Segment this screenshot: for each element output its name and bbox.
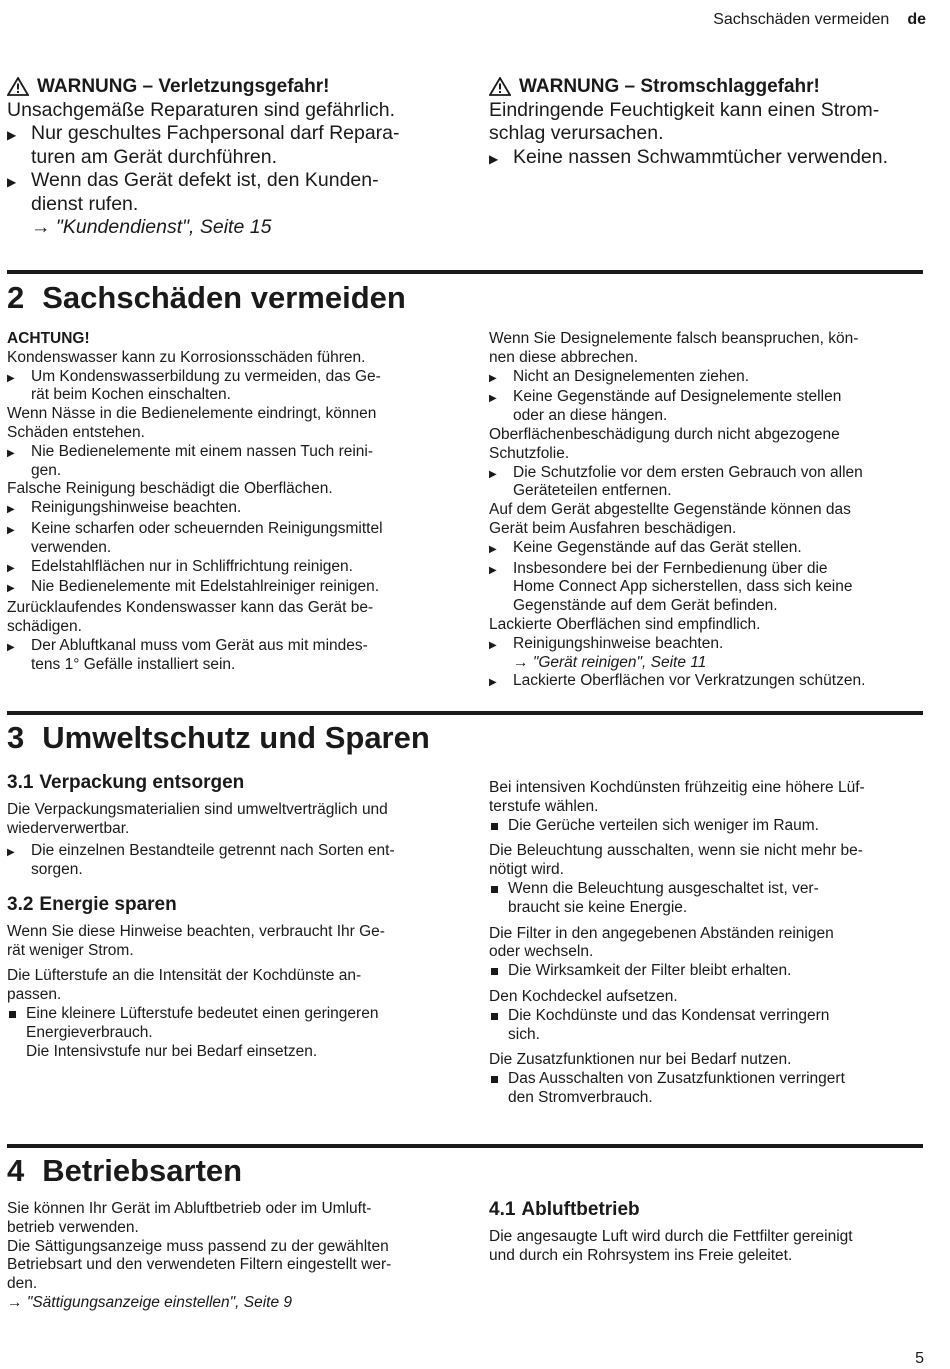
list-item: ▶ Die einzelnen Bestandteile getrennt nach Sorten ent- sorgen. [7,842,395,879]
list-item: ▶ Um Kondenswasserbildung zu vermeiden, das Ge- rät beim Kochen einschalten. [7,367,381,404]
list-item: ▶ Keine Gegenstände auf das Gerät stellen. [489,539,929,560]
list-item: ▶ Lackierte Oberflächen vor Verkratzungen schützen. [489,672,929,693]
section-2-right: Wenn Sie Designelemente falsch beanspruchen, kön- nen diese abbrechen. ▶ Nicht an Designelementen ziehen. ▶ Keine Gegenstände auf Designelemente stellen oder an diese hängen. Oberflächenbeschädigung durch nicht abgezogene Schutzfolie. ▶ Die Schutzfolie vor dem ersten Gebrauch von allen Geräteteilen entfernen. Auf dem Gerät abgestellte Gegenstände können das Gerät beim Ausfahren beschädigen. ▶ Keine Gegenstände auf das Gerät stellen. ▶ Insbesondere bei der Fernbedienung über die Home Connect App sicherstellen, dass sich keine Gegenstände auf dem Gerät befinden. Lackierte Oberflächen sind empfindlich. ▶ Reinigungshinweise beachten. → "Gerät reinigen", Seite 11 ▶ Lackierte Oberflächen vor Verkratzungen schützen. [489,330,929,693]
page-number: 5 [915,1350,924,1367]
warning-injury [7,75,437,240]
section-heading: 4 Betriebsarten [7,1153,243,1188]
section-3-right: Bei intensiven Kochdünsten frühzeitig eine höhere Lüf- terstufe wählen. Die Gerüche verteilen sich weniger im Raum. Die Beleuchtung ausschalten, wenn sie nicht mehr be- nötigt wird. Wenn die Beleuchtung ausgeschaltet ist, ver- braucht sie keine Energie. Die Filter in den angegebenen Abständen reinigen oder wechseln. Die Wirksamkeit der Filter bleibt erhalten. Den Kochdeckel aufsetzen. Die Kochdünste und das Kondensat verringern sich. Die Zusatzfunktionen nur bei Bedarf nutzen. Das Ausschalten von Zusatzfunktionen verringert den Stromverbrauch. [489,779,929,1108]
warning-shock [489,75,929,171]
cross-reference-link[interactable]: → "Kundendienst", Seite 15 [31,216,272,238]
triangle-bullet-icon: ▶ [7,583,15,595]
list-item: Wenn die Beleuchtung ausgeschaltet ist, ver- braucht sie keine Energie. [489,880,929,918]
triangle-bullet-icon: ▶ [7,504,15,516]
running-header-title: Sachschäden vermeiden [713,11,890,28]
triangle-bullet-icon: ▶ [7,175,17,189]
arrow-right-icon: → [31,216,51,238]
square-bullet-icon [491,823,498,830]
warning-shock-title: WARNUNG – Stromschlaggefahr! [489,75,929,99]
triangle-bullet-icon: ▶ [489,564,497,576]
cross-reference-link[interactable]: → "Gerät reinigen", Seite 11 [513,653,707,671]
list-item: Eine kleinere Lüfterstufe bedeutet einen geringeren Energieverbrauch. Die Intensivstufe nur bei Bedarf einsetzen. [7,1005,437,1061]
list-item: ▶ Nie Bedienelemente mit einem nassen Tuch reini- gen. [7,442,374,479]
triangle-bullet-icon: ▶ [489,543,497,555]
section-4-left: Sie können Ihr Gerät im Abluftbetrieb oder im Umluft- betrieb verwenden. Die Sättigungsanzeige muss passend zu der gewählten Betriebsart und den verwendeten Filtern eingestellt wer- den. → "Sättigungsanzeige einstellen", Seite 9 [7,1200,437,1313]
list-item: ▶ Nicht an Designelementen ziehen. [489,368,929,389]
warning-text: Eindringende Feuchtigkeit kann einen Strom- schlag verursachen. [489,98,880,144]
list-item: ▶ Keine nassen Schwammtücher verwenden. [489,146,929,172]
section-divider [7,1144,923,1148]
list-item: ▶ Reinigungshinweise beachten. → "Gerät reinigen", Seite 11 [489,634,724,671]
warning-text: Unsachgemäße Reparaturen sind gefährlich. [7,98,396,121]
list-item: ▶ Keine scharfen oder scheuernden Reinigungsmittel verwenden. [7,519,383,556]
triangle-bullet-icon: ▶ [489,468,497,480]
list-item: Die Wirksamkeit der Filter bleibt erhalten. [489,962,929,981]
section-heading: 3 Umweltschutz und Sparen [7,720,430,755]
warning-injury-title: WARNUNG – Verletzungsgefahr! [7,75,437,99]
triangle-bullet-icon: ▶ [489,151,499,166]
square-bullet-icon [491,1076,498,1083]
cross-reference-link[interactable]: → "Sättigungsanzeige einstellen", Seite 9 [7,1293,293,1311]
warning-triangle-icon [7,77,29,96]
triangle-bullet-icon: ▶ [7,447,15,459]
list-item: ▶ Edelstahlflächen nur in Schliffrichtung reinigen. [7,558,437,579]
square-bullet-icon [9,1011,16,1018]
subsection-heading: 3.2 Energie sparen [7,893,177,915]
triangle-bullet-icon: ▶ [7,847,15,859]
list-item: ▶ Nie Bedienelemente mit Edelstahlreiniger reinigen. [7,578,437,599]
triangle-bullet-icon: ▶ [489,639,497,651]
triangle-bullet-icon: ▶ [7,372,15,384]
arrow-right-icon: → [7,1293,23,1311]
square-bullet-icon [491,1013,498,1020]
list-item: ▶ Reinigungshinweise beachten. [7,499,437,520]
list-item: ▶ Die Schutzfolie vor dem ersten Gebrauch von allen Geräteteilen entfernen. [489,463,863,500]
triangle-bullet-icon: ▶ [7,641,15,653]
list-item: ▶ Keine Gegenstände auf Designelemente stellen oder an diese hängen. [489,388,842,425]
list-item: ▶ Nur geschultes Fachpersonal darf Repara- turen am Gerät durchführen. [7,122,400,168]
triangle-bullet-icon: ▶ [489,393,497,405]
section-2-left: ACHTUNG! Kondenswasser kann zu Korrosionsschäden führen. ▶ Um Kondenswasserbildung zu vermeiden, das Ge- rät beim Kochen einschalten. Wenn Nässe in die Bedienelemente eindringt, können Schäden entstehen. ▶ Nie Bedienelemente mit einem nassen Tuch reini- gen. Falsche Reinigung beschädigt die Oberflächen. ▶ Reinigungshinweise beachten. ▶ Keine scharfen oder scheuernden Reinigungsmittel verwenden. ▶ Edelstahlflächen nur in Schliffrichtung reinigen. ▶ Nie Bedienelemente mit Edelstahlreiniger reinigen. Zurücklaufendes Kondenswasser kann das Gerät be- schädigen. ▶ Der Abluftkanal muss vom Gerät aus mit mindes- tens 1° Gefälle installiert sein. [7,330,437,674]
triangle-bullet-icon: ▶ [489,372,497,384]
list-item: ▶ Insbesondere bei der Fernbedienung über die Home Connect App sicherstellen, dass sich keine Gegenstände auf dem Gerät befinden. [489,559,853,615]
list-item: ▶ Wenn das Gerät defekt ist, den Kunden- dienst rufen. → "Kundendienst", Seite 15 [7,169,379,238]
list-item: Die Kochdünste und das Kondensat verringern sich. [489,1007,929,1045]
list-item: ▶ Der Abluftkanal muss vom Gerät aus mit mindes- tens 1° Gefälle installiert sein. [7,636,368,673]
triangle-bullet-icon: ▶ [7,562,15,574]
notice-label: ACHTUNG! [7,330,90,347]
list-item: Die Gerüche verteilen sich weniger im Raum. [489,817,929,836]
language-code: de [907,11,926,28]
section-divider [7,270,923,274]
square-bullet-icon [491,886,498,893]
subsection-heading: 4.1 Abluftbetrieb [489,1199,640,1220]
triangle-bullet-icon: ▶ [489,677,497,689]
section-heading: 2 Sachschäden vermeiden [7,280,406,315]
running-header [713,11,926,29]
warning-triangle-icon [489,77,511,96]
section-divider [7,711,923,715]
square-bullet-icon [491,968,498,975]
section-4-right: 4.1 Abluftbetrieb Die angesaugte Luft wird durch die Fettfilter gereinigt und durch ein Rohrsystem ins Freie geleitet. [489,1201,929,1265]
subsection-heading: 3.1 Verpackung entsorgen [7,772,245,793]
triangle-bullet-icon: ▶ [7,524,15,536]
section-3-left: 3.1 Verpackung entsorgen Die Verpackungsmaterialien sind umweltverträglich und wiederverwertbar. ▶ Die einzelnen Bestandteile getrennt nach Sorten ent- sorgen. 3.2 Energie sparen Wenn Sie diese Hinweise beachten, verbraucht Ihr Ge- rät weniger Strom. Die Lüfterstufe an die Intensität der Kochdünste an- passen. Eine kleinere Lüfterstufe bedeutet einen geringeren Energieverbrauch. Die Intensivstufe nur bei Bedarf einsetzen. [7,774,437,1061]
arrow-right-icon: → [513,653,529,671]
triangle-bullet-icon: ▶ [7,128,17,142]
list-item: Das Ausschalten von Zusatzfunktionen verringert den Stromverbrauch. [489,1070,929,1108]
